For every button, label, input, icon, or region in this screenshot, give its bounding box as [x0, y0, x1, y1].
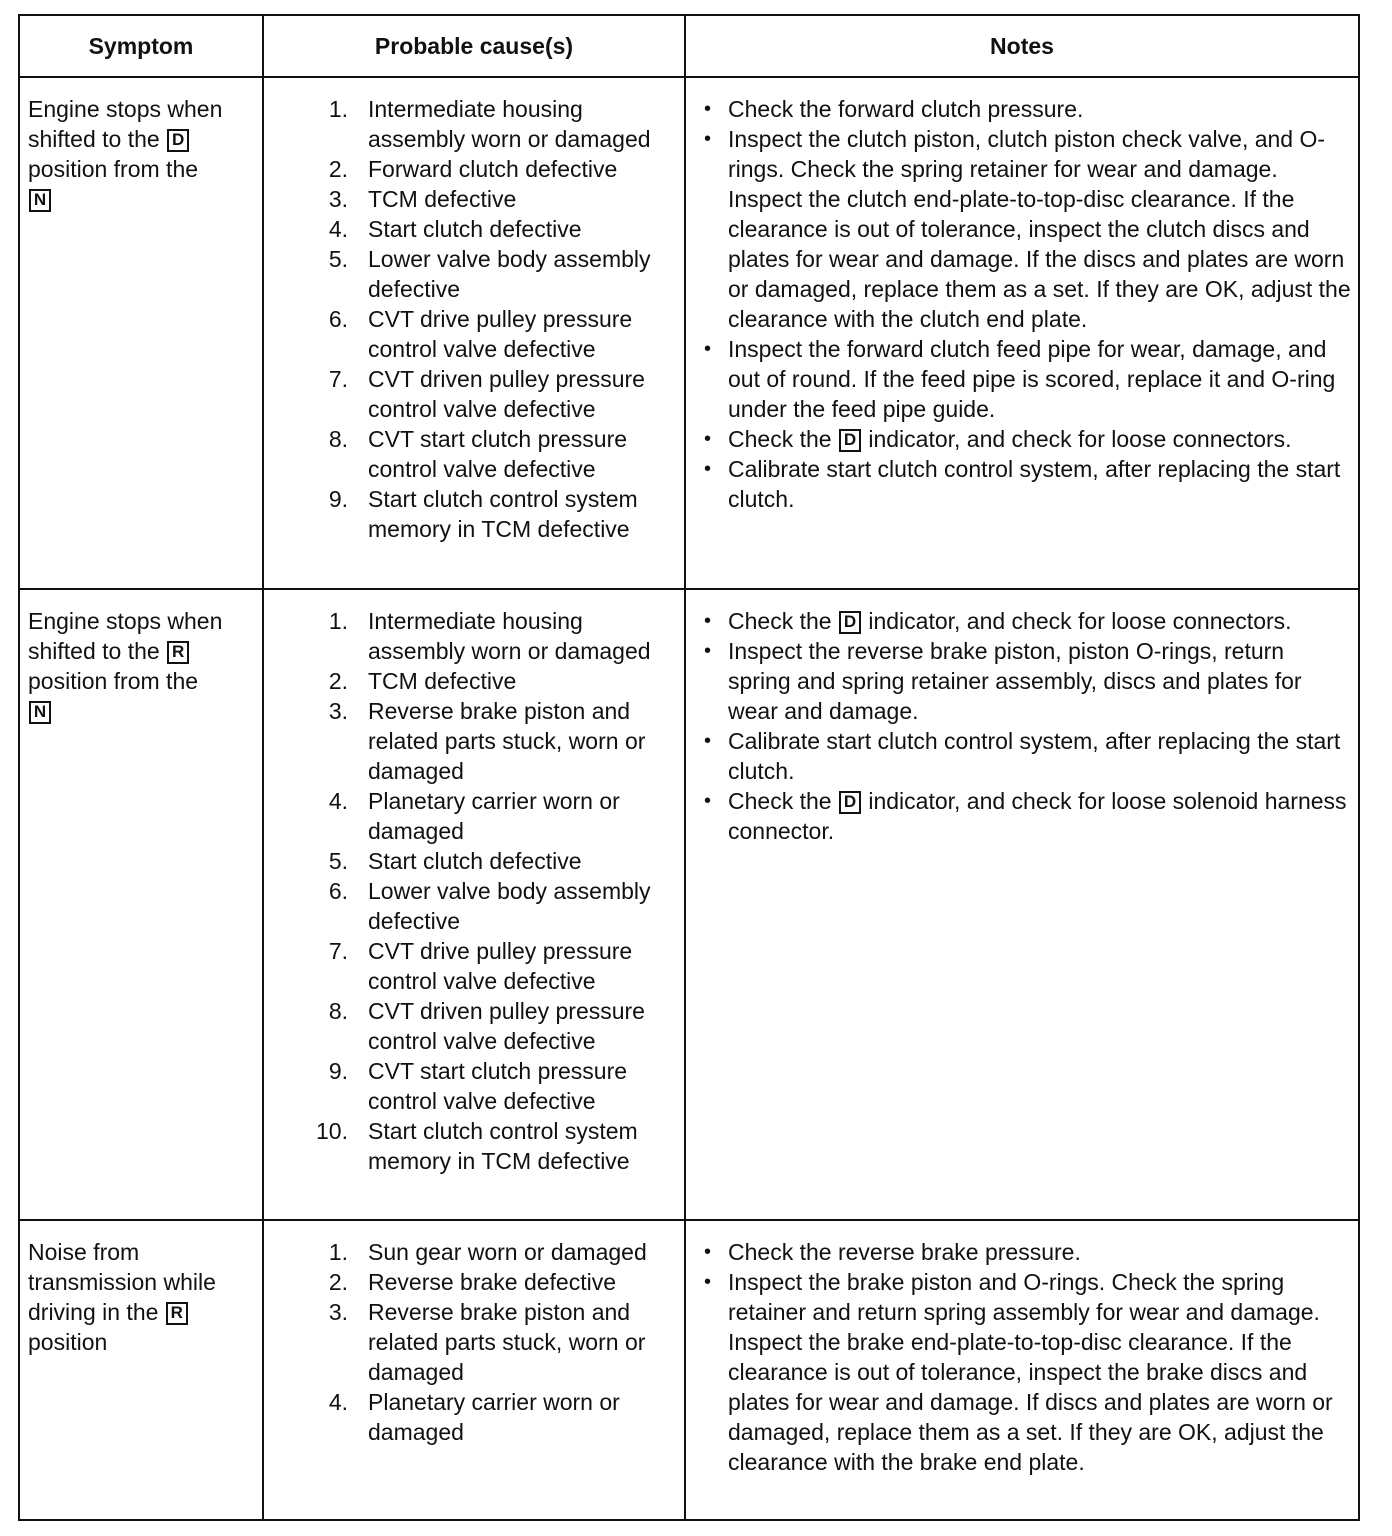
item-number: 8.	[328, 998, 348, 1024]
symptom-line	[28, 124, 256, 154]
list-item	[294, 696, 678, 786]
symptom-text: shifted to the	[28, 638, 160, 664]
header-notes: Notes	[685, 15, 1359, 77]
bullet-icon: •	[704, 98, 712, 120]
bullet-icon: •	[704, 1241, 712, 1263]
item-text: CVT drive pulley pressure control valve defective	[368, 938, 633, 994]
note-item	[704, 94, 1352, 124]
item-number: 2.	[328, 1269, 348, 1295]
table-row	[19, 77, 1359, 589]
notes-cell	[685, 589, 1359, 1220]
item-text: TCM defective	[368, 186, 517, 212]
item-number: 3.	[328, 1299, 348, 1325]
note-text-part: Check the	[728, 788, 832, 814]
note-item	[704, 424, 1352, 454]
item-number: 7.	[328, 366, 348, 392]
note-item	[704, 1267, 1352, 1477]
note-text: Inspect the reverse brake piston, piston O-rings, return spring and spring retainer assembly, discs and plates for wear and damage.	[728, 638, 1302, 724]
item-number: 6.	[328, 306, 348, 332]
item-number: 9.	[328, 486, 348, 512]
note-item	[704, 786, 1352, 846]
note-text: Inspect the brake piston and O-rings. Check the spring retainer and return spring assembly for wear and damage. Inspect the brake end-plate-to-top-disc clearance. If the clearance is out of tolerance, inspect the brake discs and plates for wear and damage. If discs and plates are worn or damaged, replace them as a set. If they are OK, adjust the clearance with the brake end plate.	[728, 1269, 1333, 1475]
bullet-icon: •	[704, 428, 712, 450]
symptom-line: transmission while	[28, 1269, 216, 1295]
item-text: Lower valve body assembly defective	[368, 878, 651, 934]
list-item	[294, 184, 678, 214]
note-item	[704, 726, 1352, 786]
symptom-line: position from the	[28, 668, 199, 694]
list-item	[294, 876, 678, 936]
list-item	[294, 1267, 678, 1297]
item-number: 5.	[328, 246, 348, 272]
item-text: Start clutch defective	[368, 216, 582, 242]
list-item	[294, 1237, 678, 1267]
list-item	[294, 1387, 678, 1447]
list-item	[294, 996, 678, 1056]
item-number: 2.	[328, 668, 348, 694]
gear-d-icon: D	[167, 129, 189, 152]
item-number: 2.	[328, 156, 348, 182]
item-number: 3.	[328, 698, 348, 724]
symptom-text: shifted to the	[28, 126, 160, 152]
item-text: Intermediate housing assembly worn or damaged	[368, 608, 651, 664]
gear-n-icon: N	[29, 189, 51, 212]
item-text: Forward clutch defective	[368, 156, 618, 182]
symptom-line	[28, 1297, 256, 1327]
table-row	[19, 1220, 1359, 1520]
note-item	[704, 606, 1352, 636]
notes-list	[694, 94, 1352, 514]
header-causes: Probable cause(s)	[263, 15, 685, 77]
list-item	[294, 846, 678, 876]
notes-cell	[685, 77, 1359, 589]
bullet-icon: •	[704, 730, 712, 752]
symptom-line: position	[28, 1329, 108, 1355]
item-text: Reverse brake piston and related parts stuck, worn or damaged	[368, 698, 646, 784]
bullet-icon: •	[704, 1271, 712, 1293]
header-row	[19, 15, 1359, 77]
item-number: 1.	[328, 96, 348, 122]
symptom-line: position from the	[28, 156, 199, 182]
item-text: Planetary carrier worn or damaged	[368, 1389, 620, 1445]
item-text: CVT start clutch pressure control valve defective	[368, 426, 628, 482]
note-text-part: Check the	[728, 426, 832, 452]
symptom-line: Engine stops when	[28, 608, 223, 634]
bullet-icon: •	[704, 338, 712, 360]
list-item	[294, 1116, 678, 1176]
item-number: 9.	[328, 1058, 348, 1084]
note-text	[728, 424, 1352, 454]
item-text: Start clutch control system memory in TCM defective	[368, 1118, 638, 1174]
symptom-line	[28, 636, 256, 666]
item-number: 4.	[328, 788, 348, 814]
item-text: CVT driven pulley pressure control valve defective	[368, 998, 645, 1054]
item-text: CVT driven pulley pressure control valve defective	[368, 366, 645, 422]
note-text: Check the forward clutch pressure.	[728, 96, 1084, 122]
bullet-icon: •	[704, 790, 712, 812]
bullet-icon: •	[704, 128, 712, 150]
causes-list	[272, 1237, 678, 1447]
item-number: 5.	[328, 848, 348, 874]
causes-list	[272, 606, 678, 1176]
causes-cell	[263, 1220, 685, 1520]
list-item	[294, 484, 678, 544]
causes-cell	[263, 77, 685, 589]
item-number: 1.	[328, 1239, 348, 1265]
item-text: TCM defective	[368, 668, 517, 694]
notes-cell	[685, 1220, 1359, 1520]
bullet-icon: •	[704, 458, 712, 480]
symptom-cell	[19, 1220, 263, 1520]
note-item	[704, 124, 1352, 334]
list-item	[294, 666, 678, 696]
list-item	[294, 244, 678, 304]
gear-d-icon: D	[839, 791, 861, 814]
item-number: 6.	[328, 878, 348, 904]
item-number: 4.	[328, 216, 348, 242]
list-item	[294, 214, 678, 244]
gear-d-icon: D	[839, 611, 861, 634]
item-number: 8.	[328, 426, 348, 452]
symptom-text: driving in the	[28, 1299, 159, 1325]
note-text	[728, 606, 1352, 636]
item-text: Start clutch control system memory in TCM defective	[368, 486, 638, 542]
gear-r-icon: R	[167, 641, 189, 664]
bullet-icon: •	[704, 640, 712, 662]
note-item	[704, 334, 1352, 424]
header-symptom: Symptom	[19, 15, 263, 77]
item-number: 3.	[328, 186, 348, 212]
note-text: Check the reverse brake pressure.	[728, 1239, 1081, 1265]
symptom-cell	[19, 589, 263, 1220]
causes-list	[272, 94, 678, 544]
item-text: Planetary carrier worn or damaged	[368, 788, 620, 844]
causes-cell	[263, 589, 685, 1220]
list-item	[294, 936, 678, 996]
item-text: Reverse brake piston and related parts stuck, worn or damaged	[368, 1299, 646, 1385]
list-item	[294, 304, 678, 364]
gear-n-icon: N	[29, 701, 51, 724]
gear-r-icon: R	[166, 1302, 188, 1325]
item-text: Sun gear worn or damaged	[368, 1239, 647, 1265]
list-item	[294, 424, 678, 484]
item-text: CVT start clutch pressure control valve defective	[368, 1058, 628, 1114]
item-number: 4.	[328, 1389, 348, 1415]
note-item	[704, 454, 1352, 514]
note-text: Inspect the forward clutch feed pipe for wear, damage, and out of round. If the feed pipe is scored, replace it and O-ring under the feed pipe guide.	[728, 336, 1336, 422]
item-number: 7.	[328, 938, 348, 964]
symptom-cell	[19, 77, 263, 589]
note-text-part: Check the	[728, 608, 832, 634]
item-number: 10.	[316, 1118, 348, 1144]
symptom-line: Engine stops when	[28, 96, 223, 122]
symptom-line: Noise from	[28, 1239, 140, 1265]
note-text: Inspect the clutch piston, clutch piston check valve, and O-rings. Check the spring retainer for wear and damage. Inspect the clutch end-plate-to-top-disc clearance. If the clearance is out of tolerance, inspect the clutch discs and plates for wear and damage. If the discs and plates are worn or damaged, replace them as a set. If they are OK, adjust the clearance with the clutch end plate.	[728, 126, 1351, 332]
troubleshooting-table	[18, 14, 1360, 1521]
notes-list	[694, 1237, 1352, 1477]
item-text: Reverse brake defective	[368, 1269, 617, 1295]
list-item	[294, 94, 678, 154]
note-text: Calibrate start clutch control system, after replacing the start clutch.	[728, 728, 1341, 784]
note-text-part: indicator, and check for loose connectors.	[868, 608, 1292, 634]
list-item	[294, 364, 678, 424]
list-item	[294, 1056, 678, 1116]
note-item	[704, 1237, 1352, 1267]
list-item	[294, 606, 678, 666]
note-text	[728, 786, 1352, 846]
notes-list	[694, 606, 1352, 846]
table-row	[19, 589, 1359, 1220]
list-item	[294, 1297, 678, 1387]
item-text: Intermediate housing assembly worn or damaged	[368, 96, 651, 152]
note-text-part: indicator, and check for loose connectors.	[868, 426, 1292, 452]
item-text: Start clutch defective	[368, 848, 582, 874]
note-text: Calibrate start clutch control system, after replacing the start clutch.	[728, 456, 1341, 512]
item-number: 1.	[328, 608, 348, 634]
note-text-part: indicator, and check for loose solenoid harness connector.	[728, 788, 1347, 844]
bullet-icon: •	[704, 610, 712, 632]
list-item	[294, 154, 678, 184]
item-text: Lower valve body assembly defective	[368, 246, 651, 302]
item-text: CVT drive pulley pressure control valve defective	[368, 306, 633, 362]
list-item	[294, 786, 678, 846]
gear-d-icon: D	[839, 429, 861, 452]
note-item	[704, 636, 1352, 726]
